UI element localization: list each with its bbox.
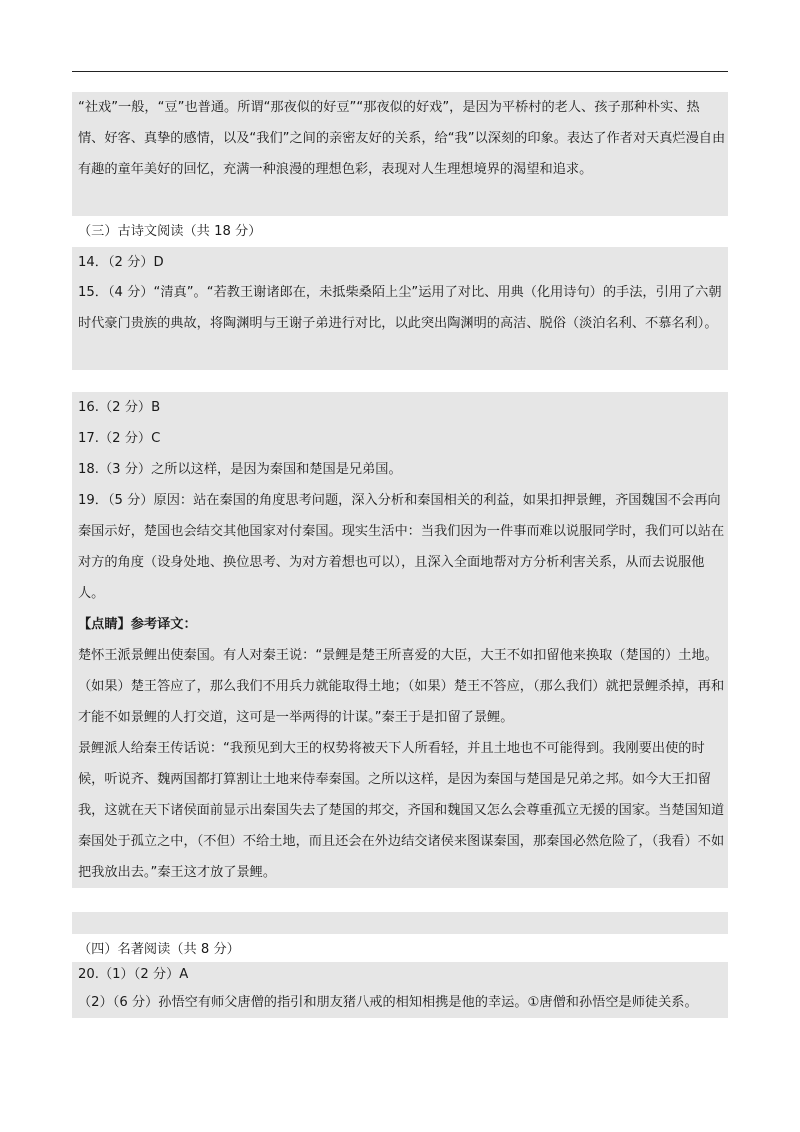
answer-16: 16.（2 分）B	[72, 392, 728, 423]
answer-20-1: 20.（1）（2 分）A	[72, 962, 728, 988]
translation-paragraph-1: 楚怀王派景鲤出使秦国。有人对秦王说：“景鲤是楚王所喜爱的大臣，大王不如扣留他来换取（楚国的）土地。（如果）楚王答应了，那么我们不用兵力就能取得土地；（如果）楚王不答应，（那么我们）就把景鲤杀掉，再和才能不如景鲤的人打交道，这可是一举两得的计谋。”秦王于是扣留了景鲤。	[72, 640, 728, 733]
answer-19: 19．（5 分）原因：站在秦国的角度思考问题，深入分析和秦国相关的利益，如果扣押景鲤，齐国魏国不会再向秦国示好，楚国也会结交其他国家对付秦国。现实生活中：当我们因为一件事而难以说服同学时，我们可以站在对方的角度（设身处地、换位思考、为对方着想也可以），且深入全面地帮对方分析利害关系，从而去说服他人。	[72, 485, 728, 609]
blank-shaded-line	[72, 912, 728, 934]
note-heading: 【点睛】参考译文：	[72, 609, 728, 640]
answer-20-2: （2）（6 分）孙悟空有师父唐僧的指引和朋友猪八戒的相知相携是他的幸运。①唐僧和孙悟空是师徒关系。	[72, 988, 728, 1018]
answer-17: 17.（2 分）C	[72, 423, 728, 454]
answer-13-text: “社戏”一般，“豆”也普通。所谓“那夜似的好豆”“那夜似的好戏”，是因为平桥村的老人、孩子那种朴实、热情、好客、真挚的感情，以及“我们”之间的亲密友好的关系，给“我”以深刻的印象。表达了作者对天真烂漫自由有趣的童年美好的回忆，充满一种浪漫的理想色彩，表现对人生理想境界的渴望和追求。	[72, 92, 728, 216]
answer-18: 18.（3 分）之所以这样，是因为秦国和楚国是兄弟国。	[72, 454, 728, 485]
translation-paragraph-2: 景鲤派人给秦王传话说：“我预见到大王的权势将被天下人所看轻，并且土地也不可能得到。我刚要出使的时候，听说齐、魏两国都打算割让土地来侍奉秦国。之所以这样，是因为秦国与楚国是兄弟之邦。如今大王扣留我，这就在天下诸侯面前显示出秦国失去了楚国的邦交，齐国和魏国又怎么会尊重孤立无援的国家。当楚国知道秦国处于孤立之中，（不但）不给土地，而且还会在外边结交诸侯来图谋秦国，那秦国必然危险了，（我看）不如把我放出去。”秦王这才放了景鲤。	[72, 733, 728, 888]
answer-14: 14．（2 分）D	[72, 247, 728, 277]
section-3-heading: （三）古诗文阅读（共 18 分）	[78, 224, 262, 239]
header-rule	[72, 71, 728, 72]
answer-15: 15．（4 分）“清真”。“若教王谢诸郎在，未抵柴桑陌上尘”运用了对比、用典（化用诗句）的手法，引用了六朝时代豪门贵族的典故，将陶渊明与王谢子弟进行对比，以此突出陶渊明的高洁、脱俗（淡泊名利、不慕名利）。	[72, 277, 728, 370]
section-4-heading: （四）名著阅读（共 8 分）	[78, 942, 240, 957]
